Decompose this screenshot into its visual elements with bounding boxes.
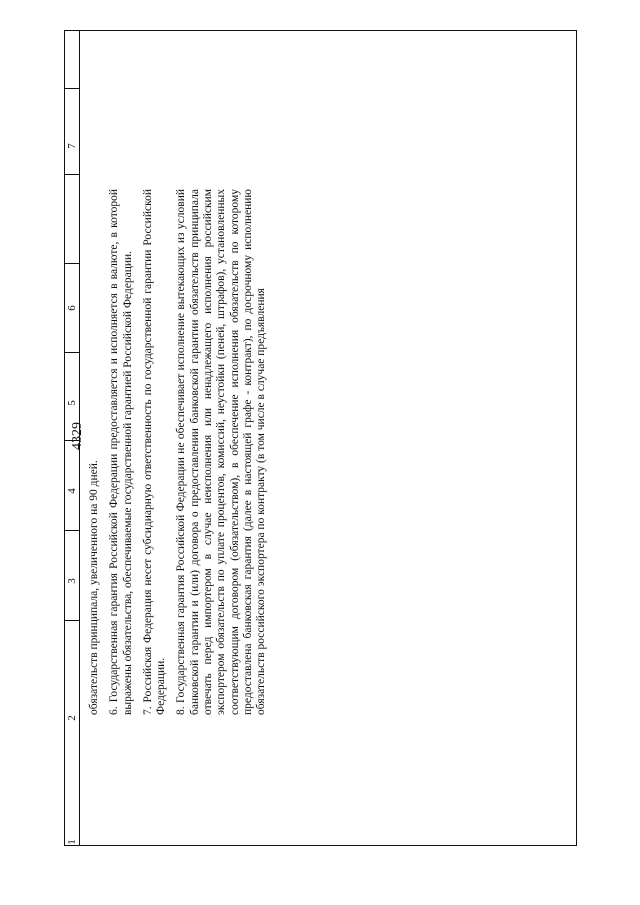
column-separator <box>64 620 80 621</box>
column-separator <box>64 88 80 89</box>
column-number-1: 1 <box>66 839 78 845</box>
paragraph: обязательств принципала, увеличенного на 90 дней. <box>88 460 100 715</box>
column-separator <box>64 174 80 175</box>
column-separator <box>64 352 80 353</box>
paragraph: 8. Государственная гарантия Российской Федерации не обеспечивает исполнение вытекающих из условий банковской гарантии и (или) договора о предоставлении банковской гарантии обязательств принципала отвечать перед импортером в случае неисполнения или ненадлежащего исполнения российским экспортером обязательств по уплате процентов, комиссий, неустойки (пеней, штрафов), установленных соответствующим договором (обязательством), в обеспечение исполнения обязательств по которому предоставлена банковская гарантия (далее в настоящей графе - контракт), по досрочному исполнению обязательств российского экспортера по контракту (в том числе в случае предъявления <box>175 189 268 715</box>
column-number-5: 5 <box>66 400 78 406</box>
column-separator <box>64 440 80 441</box>
column-number-3: 3 <box>66 578 78 584</box>
cell-text-block <box>88 181 568 723</box>
column-number-7: 7 <box>66 143 78 149</box>
column-separator <box>64 530 80 531</box>
column-number-6: 6 <box>66 305 78 311</box>
column-number-2: 2 <box>66 715 78 721</box>
paragraph: 7. Российская Федерация несет субсидиарную ответственность по государственной гарантии Российской Федерации. <box>141 189 168 715</box>
column-number-4: 4 <box>66 488 78 494</box>
paragraph: 6. Государственная гарантия Российской Федерации предоставляется и исполняется в валюте, в которой выражены обязательства, обеспечиваемые государственной гарантией Российской Федерации. <box>108 189 134 715</box>
page-number: 4329 <box>70 422 85 450</box>
column-separator <box>64 263 80 264</box>
